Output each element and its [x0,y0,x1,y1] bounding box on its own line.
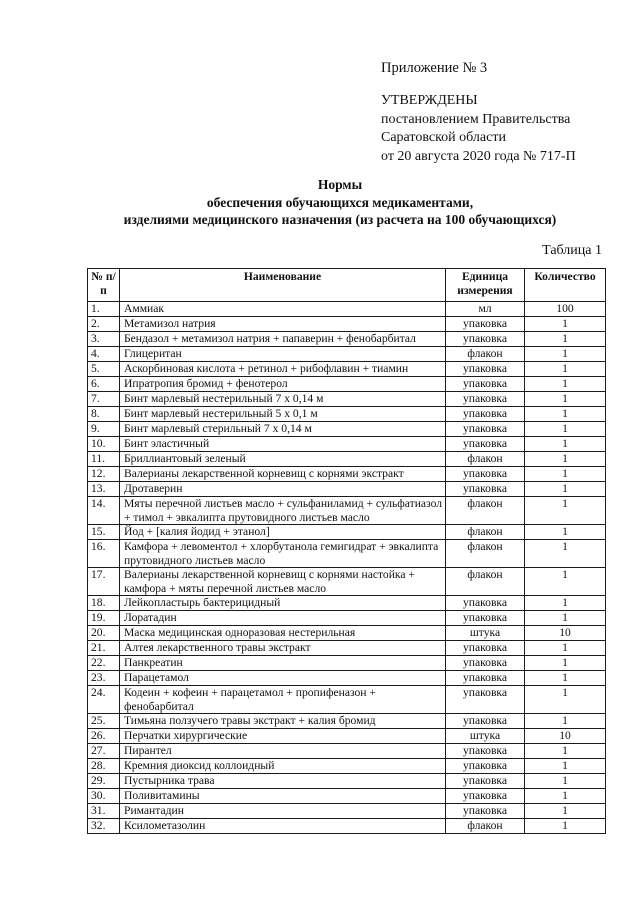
cell-num: 20. [88,626,120,641]
table-row [88,422,606,437]
cell-qty: 1 [525,671,606,686]
cell-name: Валерианы лекарственной корневищ с корнями настойка + камфора + мяты перечной листьев масло [120,568,446,596]
cell-num: 28. [88,759,120,774]
cell-qty: 10 [525,729,606,744]
table-row [88,774,606,789]
cell-num: 5. [88,362,120,377]
cell-name: Поливитамины [120,789,446,804]
title-line: Нормы [317,177,363,192]
cell-unit: флакон [446,819,525,834]
cell-num: 16. [88,540,120,568]
cell-qty: 1 [525,759,606,774]
cell-num: 31. [88,804,120,819]
cell-num: 2. [88,317,120,332]
table-row [88,729,606,744]
cell-num: 21. [88,641,120,656]
cell-name: Лейкопластырь бактерицидный [120,596,446,611]
cell-unit: упаковка [446,789,525,804]
cell-name: Бриллиантовый зеленый [120,452,446,467]
cell-qty: 1 [525,407,606,422]
table-row [88,641,606,656]
approval-line: Саратовской области [381,130,506,145]
cell-name: Тимьяна ползучего травы экстракт + калия бромид [120,714,446,729]
cell-unit: мл [446,302,525,317]
table-row [88,467,606,482]
cell-num: 4. [88,347,120,362]
cell-num: 12. [88,467,120,482]
cell-unit: упаковка [446,332,525,347]
table-row [88,789,606,804]
cell-unit: упаковка [446,759,525,774]
cell-name: Ипратропия бромид + фенотерол [120,377,446,392]
cell-unit: упаковка [446,611,525,626]
cell-unit: упаковка [446,407,525,422]
cell-unit: упаковка [446,437,525,452]
table-row [88,317,606,332]
cell-name: Кремния диоксид коллоидный [120,759,446,774]
table-row [88,759,606,774]
cell-unit: упаковка [446,641,525,656]
cell-qty: 1 [525,819,606,834]
cell-unit: упаковка [446,774,525,789]
cell-num: 15. [88,525,120,540]
cell-unit: флакон [446,568,525,596]
table-row [88,497,606,525]
cell-num: 14. [88,497,120,525]
table-row [88,611,606,626]
cell-qty: 10 [525,626,606,641]
approval-line: УТВЕРЖДЕНЫ [381,93,478,108]
cell-qty: 1 [525,347,606,362]
cell-qty: 1 [525,656,606,671]
cell-qty: 1 [525,362,606,377]
cell-name: Ксилометазолин [120,819,446,834]
table-row [88,437,606,452]
cell-qty: 1 [525,377,606,392]
table-row [88,819,606,834]
cell-unit: упаковка [446,317,525,332]
cell-qty: 1 [525,611,606,626]
cell-qty: 1 [525,789,606,804]
approval-line: от 20 августа 2020 года № 717-П [381,148,576,164]
table-row [88,744,606,759]
cell-name: Мяты перечной листьев масло + сульфаниламид + сульфатиазол + тимол + эвкалипта прутовидного листьев масло [120,497,446,525]
cell-unit: упаковка [446,482,525,497]
cell-qty: 1 [525,467,606,482]
cell-num: 30. [88,789,120,804]
cell-num: 27. [88,744,120,759]
cell-qty: 1 [525,317,606,332]
cell-name: Аммиак [120,302,446,317]
cell-qty: 1 [525,744,606,759]
table-row [88,540,606,568]
cell-qty: 1 [525,392,606,407]
table-row [88,525,606,540]
cell-name: Бинт марлевый нестерильный 5 х 0,1 м [120,407,446,422]
cell-unit: упаковка [446,656,525,671]
cell-num: 6. [88,377,120,392]
table-row [88,362,606,377]
cell-unit: флакон [446,540,525,568]
norms-table [87,268,606,834]
header-unit: Единица измерения [446,269,525,302]
table-row [88,452,606,467]
cell-num: 23. [88,671,120,686]
cell-qty: 1 [525,540,606,568]
table-row [88,804,606,819]
title-line: обеспечения обучающихся медикаментами, [206,194,474,210]
cell-num: 1. [88,302,120,317]
cell-num: 32. [88,819,120,834]
cell-name: Лоратадин [120,611,446,626]
cell-qty: 1 [525,568,606,596]
cell-num: 17. [88,568,120,596]
cell-qty: 1 [525,714,606,729]
cell-unit: упаковка [446,671,525,686]
table-row [88,686,606,714]
cell-qty: 1 [525,641,606,656]
cell-name: Пустырника трава [120,774,446,789]
cell-num: 22. [88,656,120,671]
cell-qty: 1 [525,596,606,611]
cell-unit: упаковка [446,422,525,437]
cell-name: Панкреатин [120,656,446,671]
cell-name: Глицеритан [120,347,446,362]
cell-name: Бинт марлевый стерильный 7 х 0,14 м [120,422,446,437]
approval-block [381,92,576,166]
cell-num: 25. [88,714,120,729]
table-row [88,656,606,671]
table-row [88,626,606,641]
header-num: № п/п [88,269,120,302]
cell-qty: 1 [525,774,606,789]
cell-name: Перчатки хирургические [120,729,446,744]
cell-qty: 1 [525,497,606,525]
cell-qty: 1 [525,437,606,452]
cell-unit: упаковка [446,596,525,611]
cell-name: Метамизол натрия [120,317,446,332]
header-qty: Количество [525,269,606,302]
cell-unit: флакон [446,347,525,362]
cell-qty: 1 [525,804,606,819]
cell-name: Кодеин + кофеин + парацетамол + пропифеназон + фенобарбитал [120,686,446,714]
cell-name: Аскорбиновая кислота + ретинол + рибофлавин + тиамин [120,362,446,377]
cell-unit: штука [446,729,525,744]
table-row [88,347,606,362]
cell-name: Маска медицинская одноразовая нестерильная [120,626,446,641]
cell-qty: 1 [525,686,606,714]
cell-qty: 1 [525,422,606,437]
cell-num: 10. [88,437,120,452]
cell-unit: упаковка [446,744,525,759]
table-row [88,671,606,686]
cell-unit: упаковка [446,392,525,407]
title-line: изделиями медицинского назначения (из расчета на 100 обучающихся) [123,212,557,227]
cell-unit: упаковка [446,714,525,729]
table-header-row [88,269,606,302]
table-label: Таблица 1 [542,243,602,258]
cell-num: 3. [88,332,120,347]
cell-num: 26. [88,729,120,744]
cell-qty: 1 [525,482,606,497]
cell-unit: упаковка [446,467,525,482]
cell-qty: 1 [525,452,606,467]
cell-qty: 1 [525,525,606,540]
cell-unit: флакон [446,497,525,525]
appendix-number: Приложение № 3 [381,60,488,76]
cell-name: Римантадин [120,804,446,819]
cell-num: 24. [88,686,120,714]
table-row [88,332,606,347]
cell-unit: упаковка [446,362,525,377]
cell-qty: 1 [525,332,606,347]
table-body [88,302,606,834]
cell-name: Бинт эластичный [120,437,446,452]
table-row [88,377,606,392]
cell-num: 7. [88,392,120,407]
cell-name: Дротаверин [120,482,446,497]
cell-name: Йод + [калия йодид + этанол] [120,525,446,540]
table-row [88,568,606,596]
cell-num: 18. [88,596,120,611]
cell-num: 13. [88,482,120,497]
table-row [88,714,606,729]
cell-name: Бендазол + метамизол натрия + папаверин + фенобарбитал [120,332,446,347]
table-row [88,407,606,422]
approval-line: постановлением Правительства [381,111,571,127]
cell-unit: упаковка [446,686,525,714]
cell-name: Парацетамол [120,671,446,686]
cell-num: 19. [88,611,120,626]
cell-unit: штука [446,626,525,641]
cell-name: Камфора + левоментол + хлорбутанола гемигидрат + эвкалипта прутовидного листьев масло [120,540,446,568]
cell-num: 29. [88,774,120,789]
table-row [88,596,606,611]
cell-qty: 100 [525,302,606,317]
cell-name: Пирантел [120,744,446,759]
cell-unit: упаковка [446,377,525,392]
header-name: Наименование [120,269,446,302]
cell-name: Алтея лекарственного травы экстракт [120,641,446,656]
table-row [88,302,606,317]
cell-name: Бинт марлевый нестерильный 7 х 0,14 м [120,392,446,407]
cell-unit: флакон [446,452,525,467]
cell-num: 8. [88,407,120,422]
table-row [88,392,606,407]
cell-name: Валерианы лекарственной корневищ с корнями экстракт [120,467,446,482]
cell-unit: упаковка [446,804,525,819]
cell-unit: флакон [446,525,525,540]
cell-num: 9. [88,422,120,437]
table-row [88,482,606,497]
cell-num: 11. [88,452,120,467]
document-title [60,176,620,229]
